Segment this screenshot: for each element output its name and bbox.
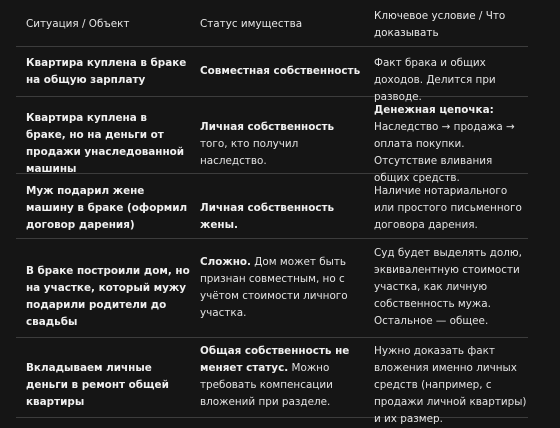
row-condition-text: Факт брака и общих доходов. Делится при разводе.: [374, 57, 496, 103]
row-situation: Квартира куплена в браке на общую зарплату: [26, 57, 187, 86]
row-condition-text: Наличие нотариального или простого письменного договора дарения.: [374, 185, 522, 231]
row-status: [200, 343, 362, 411]
row-status: [200, 63, 362, 80]
header-status: Статус имущества: [200, 18, 303, 30]
table-row: [16, 174, 528, 239]
table-row: [16, 338, 528, 425]
row-situation: Муж подарил жене машину в браке (оформил договор дарения): [26, 185, 188, 231]
row-condition-bold: Денежная цепочка:: [374, 104, 494, 116]
row-condition: [374, 245, 528, 330]
row-condition-text: Суд будет выделять долю, эквивалентную стоимости участка, как личную собственность мужа. Остальное — общее.: [374, 247, 522, 327]
table-row: [16, 97, 528, 184]
row-status-bold: Общая собственность не меняет статус.: [200, 345, 350, 374]
row-status-bold: Совместная собственность: [200, 65, 361, 77]
row-status-bold: Сложно.: [200, 256, 251, 268]
table-header-row: [16, 8, 528, 47]
row-status: [200, 200, 362, 234]
row-situation: В браке построили дом, но на участке, который мужу подарили родители до свадьбы: [26, 265, 190, 328]
row-status-text: Можно требовать компенсации вложений при разделе.: [200, 362, 333, 408]
header-condition: Ключевое условие / Что доказывать: [374, 10, 506, 39]
row-status-bold: Личная собственность жены.: [200, 202, 335, 231]
row-status-text: Дом может быть признан совместным, но с учётом стоимости личного участка.: [200, 256, 348, 319]
table-row: [16, 239, 528, 338]
row-situation: Вкладываем личные деньги в ремонт общей квартиры: [26, 362, 169, 408]
row-situation: Квартира куплена в браке, но на деньги от продажи унаследованной машины: [26, 112, 185, 175]
row-condition: [374, 343, 528, 428]
row-condition-text: Нужно доказать факт вложения именно личных средств (например, с продажи личной квартиры) и их размер.: [374, 345, 527, 425]
row-status: [200, 119, 362, 170]
row-status-text: того, кто получил наследство.: [200, 138, 299, 167]
row-condition: [374, 183, 528, 234]
table-row: [16, 47, 528, 103]
row-condition-text: Наследство → продажа → оплата покупки. Отсутствие вливания общих средств.: [374, 121, 515, 184]
header-situation: Ситуация / Объект: [26, 18, 130, 30]
row-status-bold: Личная собственность: [200, 121, 335, 133]
row-status: [200, 254, 362, 322]
